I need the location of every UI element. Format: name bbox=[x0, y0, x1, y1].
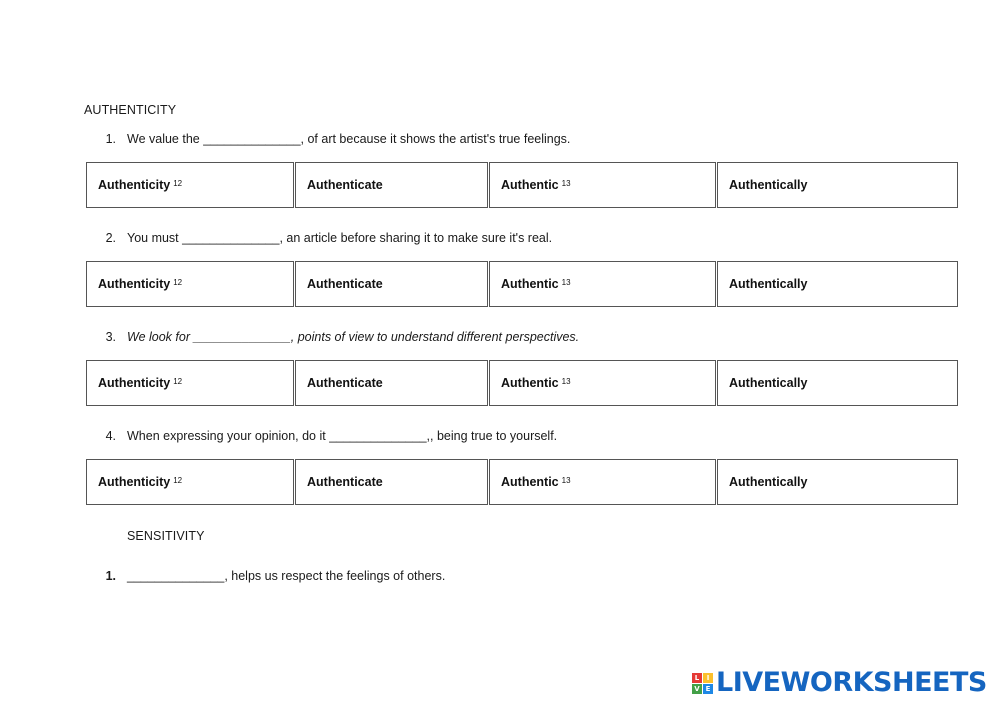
question-number: 4. bbox=[105, 429, 116, 443]
liveworksheets-logo bbox=[692, 668, 987, 698]
option-authentically[interactable]: Authentically bbox=[717, 459, 958, 505]
options-row-2 bbox=[86, 261, 958, 307]
logo-text: LIVEWORKSHEETS bbox=[716, 667, 987, 698]
option-authentically[interactable]: Authentically bbox=[717, 261, 958, 307]
option-authenticate[interactable]: Authenticate bbox=[295, 162, 488, 208]
options-row-1 bbox=[86, 162, 958, 208]
question-2 bbox=[74, 231, 552, 245]
logo-tile: I bbox=[703, 673, 713, 683]
option-authentically[interactable]: Authentically bbox=[717, 360, 958, 406]
question-text: We value the ______________, of art because it shows the artist's true feelings. bbox=[127, 132, 571, 146]
question-number: 1. bbox=[105, 132, 116, 146]
option-authenticity[interactable]: Authenticity $^{12}$ bbox=[86, 162, 294, 208]
question-4 bbox=[74, 429, 557, 443]
logo-tile: L bbox=[692, 673, 702, 683]
option-authenticity[interactable]: Authenticity $^{12}$ bbox=[86, 261, 294, 307]
question-number: 3. bbox=[105, 330, 116, 344]
question-text: ______________, helps us respect the feelings of others. bbox=[127, 569, 446, 583]
options-row-3 bbox=[86, 360, 958, 406]
question-text: When expressing your opinion, do it ______________,, being true to yourself. bbox=[127, 429, 558, 443]
question-3 bbox=[74, 330, 579, 344]
option-authentic[interactable]: Authentic $^{13}$ bbox=[489, 162, 716, 208]
question-text: We look for ______________, points of view to understand different perspectives. bbox=[127, 330, 580, 344]
section-heading-sensitivity: SENSITIVITY bbox=[127, 529, 205, 543]
option-authentic[interactable]: Authentic $^{13}$ bbox=[489, 360, 716, 406]
logo-tiles-icon bbox=[692, 673, 713, 694]
option-authenticity[interactable]: Authenticity $^{12}$ bbox=[86, 360, 294, 406]
sensitivity-question-1 bbox=[74, 569, 445, 583]
section-heading-authenticity: AUTHENTICITY bbox=[84, 103, 177, 117]
question-1 bbox=[74, 132, 570, 146]
question-number: 1. bbox=[105, 569, 116, 583]
option-authenticate[interactable]: Authenticate bbox=[295, 360, 488, 406]
question-text: You must ______________, an article before sharing it to make sure it's real. bbox=[127, 231, 553, 245]
option-authentically[interactable]: Authentically bbox=[717, 162, 958, 208]
option-authentic[interactable]: Authentic $^{13}$ bbox=[489, 459, 716, 505]
logo-tile: V bbox=[692, 684, 702, 694]
question-number: 2. bbox=[105, 231, 116, 245]
option-authenticate[interactable]: Authenticate bbox=[295, 459, 488, 505]
logo-tile: E bbox=[703, 684, 713, 694]
option-authentic[interactable]: Authentic $^{13}$ bbox=[489, 261, 716, 307]
option-authenticate[interactable]: Authenticate bbox=[295, 261, 488, 307]
options-row-4 bbox=[86, 459, 958, 505]
option-authenticity[interactable]: Authenticity $^{12}$ bbox=[86, 459, 294, 505]
